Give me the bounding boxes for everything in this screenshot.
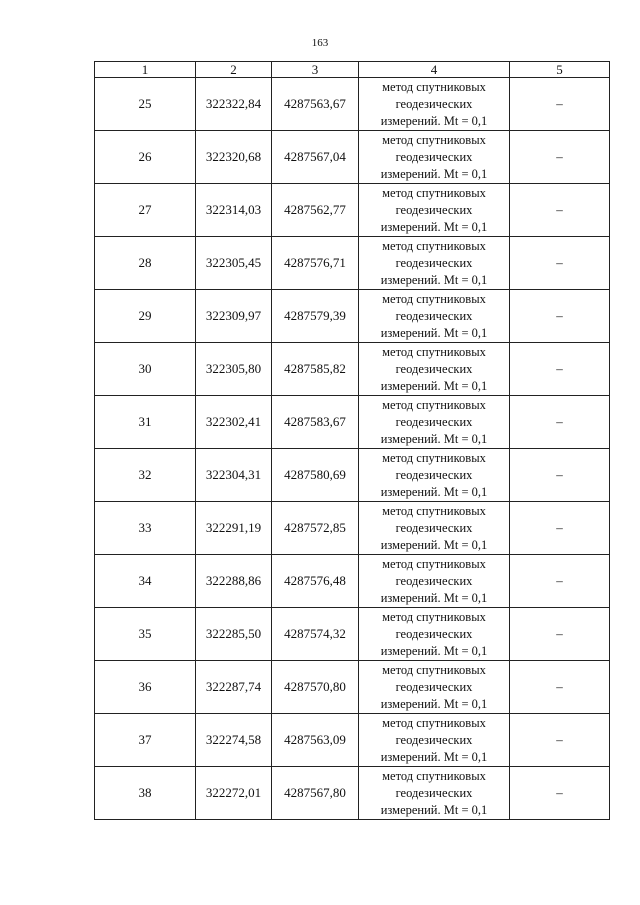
point-number-cell: 30 bbox=[95, 343, 196, 396]
method-cell bbox=[359, 714, 510, 767]
method-line: метод спутниковых bbox=[382, 609, 486, 624]
table-row bbox=[95, 396, 610, 449]
table-row bbox=[95, 290, 610, 343]
method-line: метод спутниковых bbox=[382, 450, 486, 465]
table-row bbox=[95, 131, 610, 184]
method-line: метод спутниковых bbox=[382, 238, 486, 253]
method-line: измерений. Mt = 0,1 bbox=[380, 643, 488, 658]
point-number-cell: 37 bbox=[95, 714, 196, 767]
method-cell bbox=[359, 131, 510, 184]
method-line: геодезических bbox=[395, 573, 473, 588]
x-coordinate-cell: 322274,58 bbox=[196, 714, 272, 767]
y-coordinate-cell: 4287574,32 bbox=[272, 608, 359, 661]
y-coordinate-cell: 4287562,77 bbox=[272, 184, 359, 237]
method-line: метод спутниковых bbox=[382, 662, 486, 677]
method-line: измерений. Mt = 0,1 bbox=[380, 537, 488, 552]
y-coordinate-cell: 4287572,85 bbox=[272, 502, 359, 555]
method-line: метод спутниковых bbox=[382, 556, 486, 571]
method-line: метод спутниковых bbox=[382, 397, 486, 412]
method-cell bbox=[359, 449, 510, 502]
method-line: измерений. Mt = 0,1 bbox=[380, 272, 488, 287]
method-cell bbox=[359, 290, 510, 343]
y-coordinate-cell: 4287563,67 bbox=[272, 78, 359, 131]
method-line: геодезических bbox=[395, 626, 473, 641]
x-coordinate-cell: 322305,45 bbox=[196, 237, 272, 290]
point-number-cell: 26 bbox=[95, 131, 196, 184]
method-line: измерений. Mt = 0,1 bbox=[380, 113, 488, 128]
y-coordinate-cell: 4287563,09 bbox=[272, 714, 359, 767]
y-coordinate-cell: 4287580,69 bbox=[272, 449, 359, 502]
note-cell: – bbox=[510, 237, 610, 290]
point-number-cell: 36 bbox=[95, 661, 196, 714]
method-line: геодезических bbox=[395, 467, 473, 482]
x-coordinate-cell: 322272,01 bbox=[196, 767, 272, 820]
method-line: геодезических bbox=[395, 732, 473, 747]
method-line: метод спутниковых bbox=[382, 185, 486, 200]
method-cell bbox=[359, 237, 510, 290]
point-number-cell: 31 bbox=[95, 396, 196, 449]
x-coordinate-cell: 322302,41 bbox=[196, 396, 272, 449]
table-row bbox=[95, 184, 610, 237]
header-col-2: 2 bbox=[196, 62, 272, 78]
coordinates-table bbox=[94, 61, 610, 820]
y-coordinate-cell: 4287567,80 bbox=[272, 767, 359, 820]
method-line: метод спутниковых bbox=[382, 132, 486, 147]
method-line: метод спутниковых bbox=[382, 291, 486, 306]
method-line: измерений. Mt = 0,1 bbox=[380, 219, 488, 234]
method-cell bbox=[359, 343, 510, 396]
note-cell: – bbox=[510, 608, 610, 661]
y-coordinate-cell: 4287583,67 bbox=[272, 396, 359, 449]
method-cell bbox=[359, 767, 510, 820]
method-line: метод спутниковых bbox=[382, 344, 486, 359]
note-cell: – bbox=[510, 184, 610, 237]
method-cell bbox=[359, 502, 510, 555]
method-line: измерений. Mt = 0,1 bbox=[380, 325, 488, 340]
table-row bbox=[95, 767, 610, 820]
method-line: измерений. Mt = 0,1 bbox=[380, 749, 488, 764]
method-cell bbox=[359, 184, 510, 237]
table-row bbox=[95, 555, 610, 608]
method-line: измерений. Mt = 0,1 bbox=[380, 590, 488, 605]
x-coordinate-cell: 322305,80 bbox=[196, 343, 272, 396]
header-col-5: 5 bbox=[510, 62, 610, 78]
method-line: геодезических bbox=[395, 785, 473, 800]
y-coordinate-cell: 4287579,39 bbox=[272, 290, 359, 343]
x-coordinate-cell: 322288,86 bbox=[196, 555, 272, 608]
note-cell: – bbox=[510, 449, 610, 502]
x-coordinate-cell: 322304,31 bbox=[196, 449, 272, 502]
table-row bbox=[95, 343, 610, 396]
y-coordinate-cell: 4287585,82 bbox=[272, 343, 359, 396]
point-number-cell: 27 bbox=[95, 184, 196, 237]
note-cell: – bbox=[510, 661, 610, 714]
method-cell bbox=[359, 661, 510, 714]
note-cell: – bbox=[510, 714, 610, 767]
table-row bbox=[95, 661, 610, 714]
y-coordinate-cell: 4287567,04 bbox=[272, 131, 359, 184]
point-number-cell: 28 bbox=[95, 237, 196, 290]
x-coordinate-cell: 322322,84 bbox=[196, 78, 272, 131]
x-coordinate-cell: 322285,50 bbox=[196, 608, 272, 661]
method-line: геодезических bbox=[395, 361, 473, 376]
method-line: метод спутниковых bbox=[382, 79, 486, 94]
method-line: геодезических bbox=[395, 414, 473, 429]
method-line: измерений. Mt = 0,1 bbox=[380, 802, 488, 817]
method-cell bbox=[359, 78, 510, 131]
method-line: метод спутниковых bbox=[382, 768, 486, 783]
point-number-cell: 34 bbox=[95, 555, 196, 608]
note-cell: – bbox=[510, 78, 610, 131]
note-cell: – bbox=[510, 555, 610, 608]
table-row bbox=[95, 78, 610, 131]
y-coordinate-cell: 4287576,71 bbox=[272, 237, 359, 290]
table-header bbox=[95, 62, 610, 78]
x-coordinate-cell: 322314,03 bbox=[196, 184, 272, 237]
note-cell: – bbox=[510, 502, 610, 555]
method-line: геодезических bbox=[395, 149, 473, 164]
method-cell bbox=[359, 555, 510, 608]
note-cell: – bbox=[510, 396, 610, 449]
method-line: метод спутниковых bbox=[382, 503, 486, 518]
point-number-cell: 35 bbox=[95, 608, 196, 661]
table-body bbox=[95, 78, 610, 820]
header-row bbox=[95, 62, 610, 78]
header-col-1: 1 bbox=[95, 62, 196, 78]
method-line: метод спутниковых bbox=[382, 715, 486, 730]
table-row bbox=[95, 608, 610, 661]
point-number-cell: 29 bbox=[95, 290, 196, 343]
x-coordinate-cell: 322287,74 bbox=[196, 661, 272, 714]
method-line: геодезических bbox=[395, 679, 473, 694]
table-row bbox=[95, 714, 610, 767]
note-cell: – bbox=[510, 290, 610, 343]
point-number-cell: 38 bbox=[95, 767, 196, 820]
method-line: геодезических bbox=[395, 308, 473, 323]
note-cell: – bbox=[510, 343, 610, 396]
page-number: 163 bbox=[311, 37, 329, 49]
point-number-cell: 32 bbox=[95, 449, 196, 502]
table-row bbox=[95, 237, 610, 290]
method-line: измерений. Mt = 0,1 bbox=[380, 431, 488, 446]
point-number-cell: 33 bbox=[95, 502, 196, 555]
x-coordinate-cell: 322309,97 bbox=[196, 290, 272, 343]
method-line: геодезических bbox=[395, 202, 473, 217]
method-line: измерений. Mt = 0,1 bbox=[380, 696, 488, 711]
method-cell bbox=[359, 608, 510, 661]
y-coordinate-cell: 4287576,48 bbox=[272, 555, 359, 608]
x-coordinate-cell: 322291,19 bbox=[196, 502, 272, 555]
table-row bbox=[95, 449, 610, 502]
header-col-4: 4 bbox=[359, 62, 510, 78]
note-cell: – bbox=[510, 131, 610, 184]
point-number-cell: 25 bbox=[95, 78, 196, 131]
method-cell bbox=[359, 396, 510, 449]
method-line: геодезических bbox=[395, 520, 473, 535]
x-coordinate-cell: 322320,68 bbox=[196, 131, 272, 184]
method-line: измерений. Mt = 0,1 bbox=[380, 378, 488, 393]
method-line: геодезических bbox=[395, 255, 473, 270]
table-row bbox=[95, 502, 610, 555]
note-cell: – bbox=[510, 767, 610, 820]
y-coordinate-cell: 4287570,80 bbox=[272, 661, 359, 714]
method-line: измерений. Mt = 0,1 bbox=[380, 166, 488, 181]
header-col-3: 3 bbox=[272, 62, 359, 78]
method-line: измерений. Mt = 0,1 bbox=[380, 484, 488, 499]
method-line: геодезических bbox=[395, 96, 473, 111]
